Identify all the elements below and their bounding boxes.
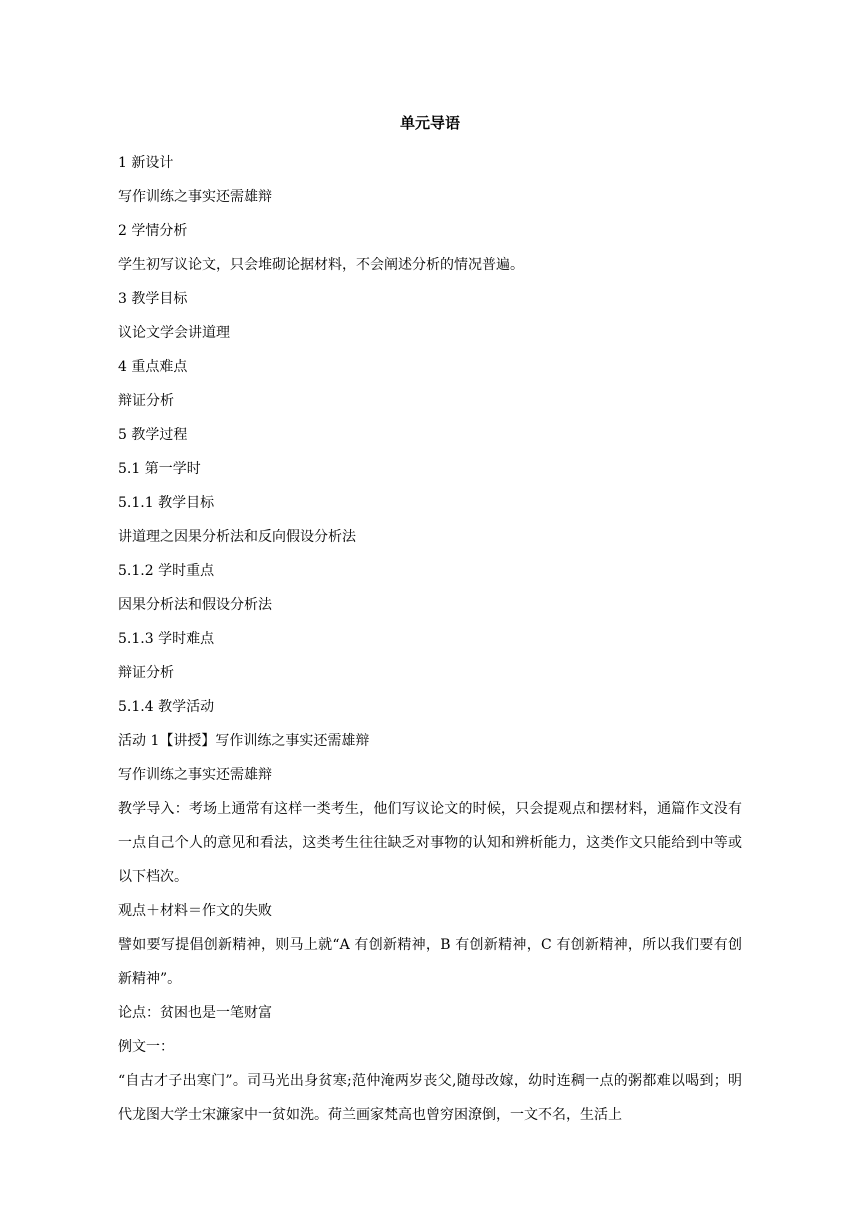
example-paragraph: 譬如要写提倡创新精神，则马上就“A 有创新精神，B 有创新精神，C 有创新精神，所以我们要有创新精神”。 bbox=[118, 937, 742, 987]
heading-new-design: 1 新设计 bbox=[118, 155, 174, 171]
heading-first-period: 5.1 第一学时 bbox=[118, 461, 201, 477]
text-line: 写作训练之事实还需雄辩 bbox=[118, 767, 272, 783]
essay-paragraph: “自古才子出寒门”。司马光出身贫寒;范仲淹两岁丧父,随母改嫁，幼时连稠一点的粥都难以喝到；明代龙图大学士宋濂家中一贫如洗。荷兰画家梵高也曾穷困潦倒，一文不名，生活上 bbox=[118, 1073, 742, 1123]
text-line: 议论文学会讲道理 bbox=[118, 325, 230, 341]
thesis-line: 论点：贫困也是一笔财富 bbox=[118, 1005, 272, 1021]
heading-student-analysis: 2 学情分析 bbox=[118, 223, 188, 239]
example-label: 例文一： bbox=[118, 1039, 174, 1055]
heading-period-goals: 5.1.1 教学目标 bbox=[118, 495, 215, 511]
formula-line: 观点＋材料＝作文的失败 bbox=[118, 903, 272, 919]
document-page bbox=[118, 112, 742, 1132]
heading-period-key-points: 5.1.2 学时重点 bbox=[118, 563, 215, 579]
text-line: 因果分析法和假设分析法 bbox=[118, 597, 272, 613]
intro-paragraph: 教学导入：考场上通常有这样一类考生，他们写议论文的时候，只会提观点和摆材料，通篇作文没有一点自己个人的意见和看法，这类考生往往缺乏对事物的认知和辨析能力，这类作文只能给到中等或以下档次。 bbox=[118, 801, 742, 885]
activity-title: 活动 1【讲授】写作训练之事实还需雄辩 bbox=[118, 733, 370, 749]
text-line: 辩证分析 bbox=[118, 665, 174, 681]
text-line: 讲道理之因果分析法和反向假设分析法 bbox=[118, 529, 356, 545]
heading-teaching-process: 5 教学过程 bbox=[118, 427, 188, 443]
heading-period-difficulties: 5.1.3 学时难点 bbox=[118, 631, 215, 647]
text-line: 学生初写议论文，只会堆砌论据材料，不会阐述分析的情况普遍。 bbox=[118, 257, 524, 273]
text-line: 辩证分析 bbox=[118, 393, 174, 409]
heading-teaching-activities: 5.1.4 教学活动 bbox=[118, 699, 215, 715]
heading-key-points: 4 重点难点 bbox=[118, 359, 188, 375]
heading-teaching-goals: 3 教学目标 bbox=[118, 291, 188, 307]
text-line: 写作训练之事实还需雄辩 bbox=[118, 189, 272, 205]
document-title: 单元导语 bbox=[399, 114, 460, 132]
